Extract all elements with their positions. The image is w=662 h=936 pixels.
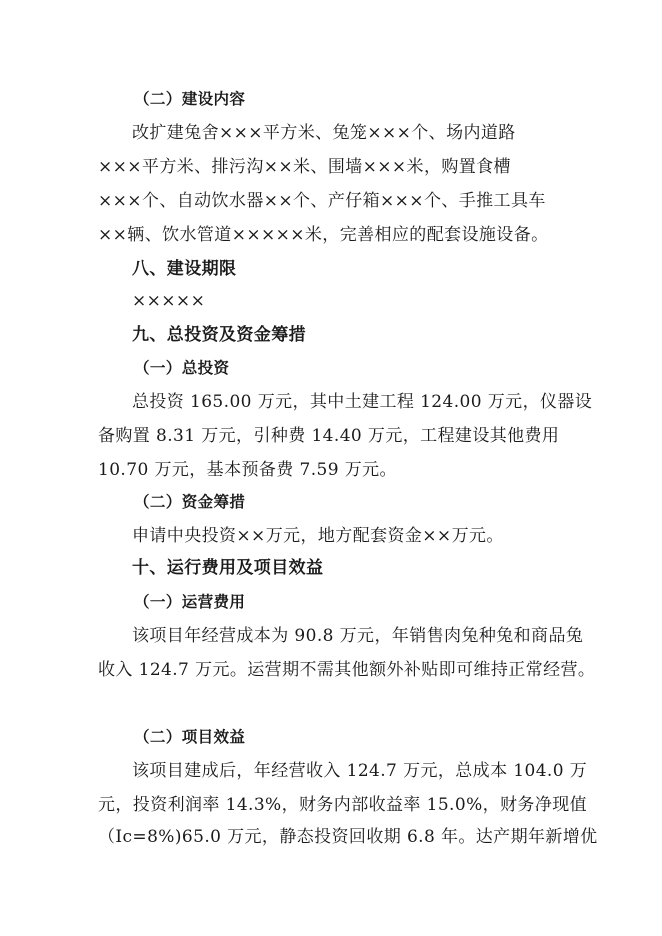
paragraph-line: 总投资 165.00 万元，其中土建工程 124.00 万元，仪器设 [132, 392, 593, 412]
paragraph-line: 元，投资利润率 14.3%，财务内部收益率 15.0%，财务净现值 [98, 795, 588, 815]
paragraph-line: （Ic=8%)65.0 万元，静态投资回收期 6.8 年。达产期年新增优 [98, 827, 598, 847]
paragraph-line: 收入 124.7 万元。运营期不需其他额外补贴即可维持正常经营。 [98, 660, 596, 680]
paragraph-line: ×××平方米、排污沟××米、围墙×××米，购置食槽 [98, 157, 511, 177]
subsection-heading-funding: （二）资金筹措 [134, 493, 246, 511]
paragraph-line: 该项目建成后，年经营收入 124.7 万元，总成本 104.0 万 [132, 761, 588, 781]
paragraph-line: ××辆、饮水管道×××××米，完善相应的配套设施设备。 [98, 225, 549, 245]
section-heading-operating-costs-benefits: 十、运行费用及项目效益 [132, 558, 324, 578]
paragraph-line: 备购置 8.31 万元，引种费 14.40 万元，工程建设其他费用 [98, 426, 560, 446]
section-heading-construction-content: （二）建设内容 [134, 90, 246, 108]
section-heading-investment-financing: 九、总投资及资金筹措 [132, 325, 306, 345]
subsection-heading-total-investment: （一）总投资 [134, 359, 230, 377]
paragraph-line: 申请中央投资××万元，地方配套资金××万元。 [132, 526, 504, 546]
paragraph-line: 10.70 万元，基本预备费 7.59 万元。 [98, 460, 397, 480]
subsection-heading-project-benefits: （二）项目效益 [134, 728, 246, 746]
paragraph-line: ××××× [132, 291, 206, 311]
subsection-heading-operating-costs: （一）运营费用 [134, 593, 246, 611]
paragraph-line: 该项目年经营成本为 90.8 万元，年销售肉兔种兔和商品兔 [132, 626, 584, 646]
paragraph-line: 改扩建兔舍×××平方米、兔笼×××个、场内道路 [132, 123, 516, 143]
paragraph-line: ×××个、自动饮水器××个、产仔箱×××个、手推工具车 [98, 191, 546, 211]
section-heading-construction-period: 八、建设期限 [132, 259, 237, 279]
